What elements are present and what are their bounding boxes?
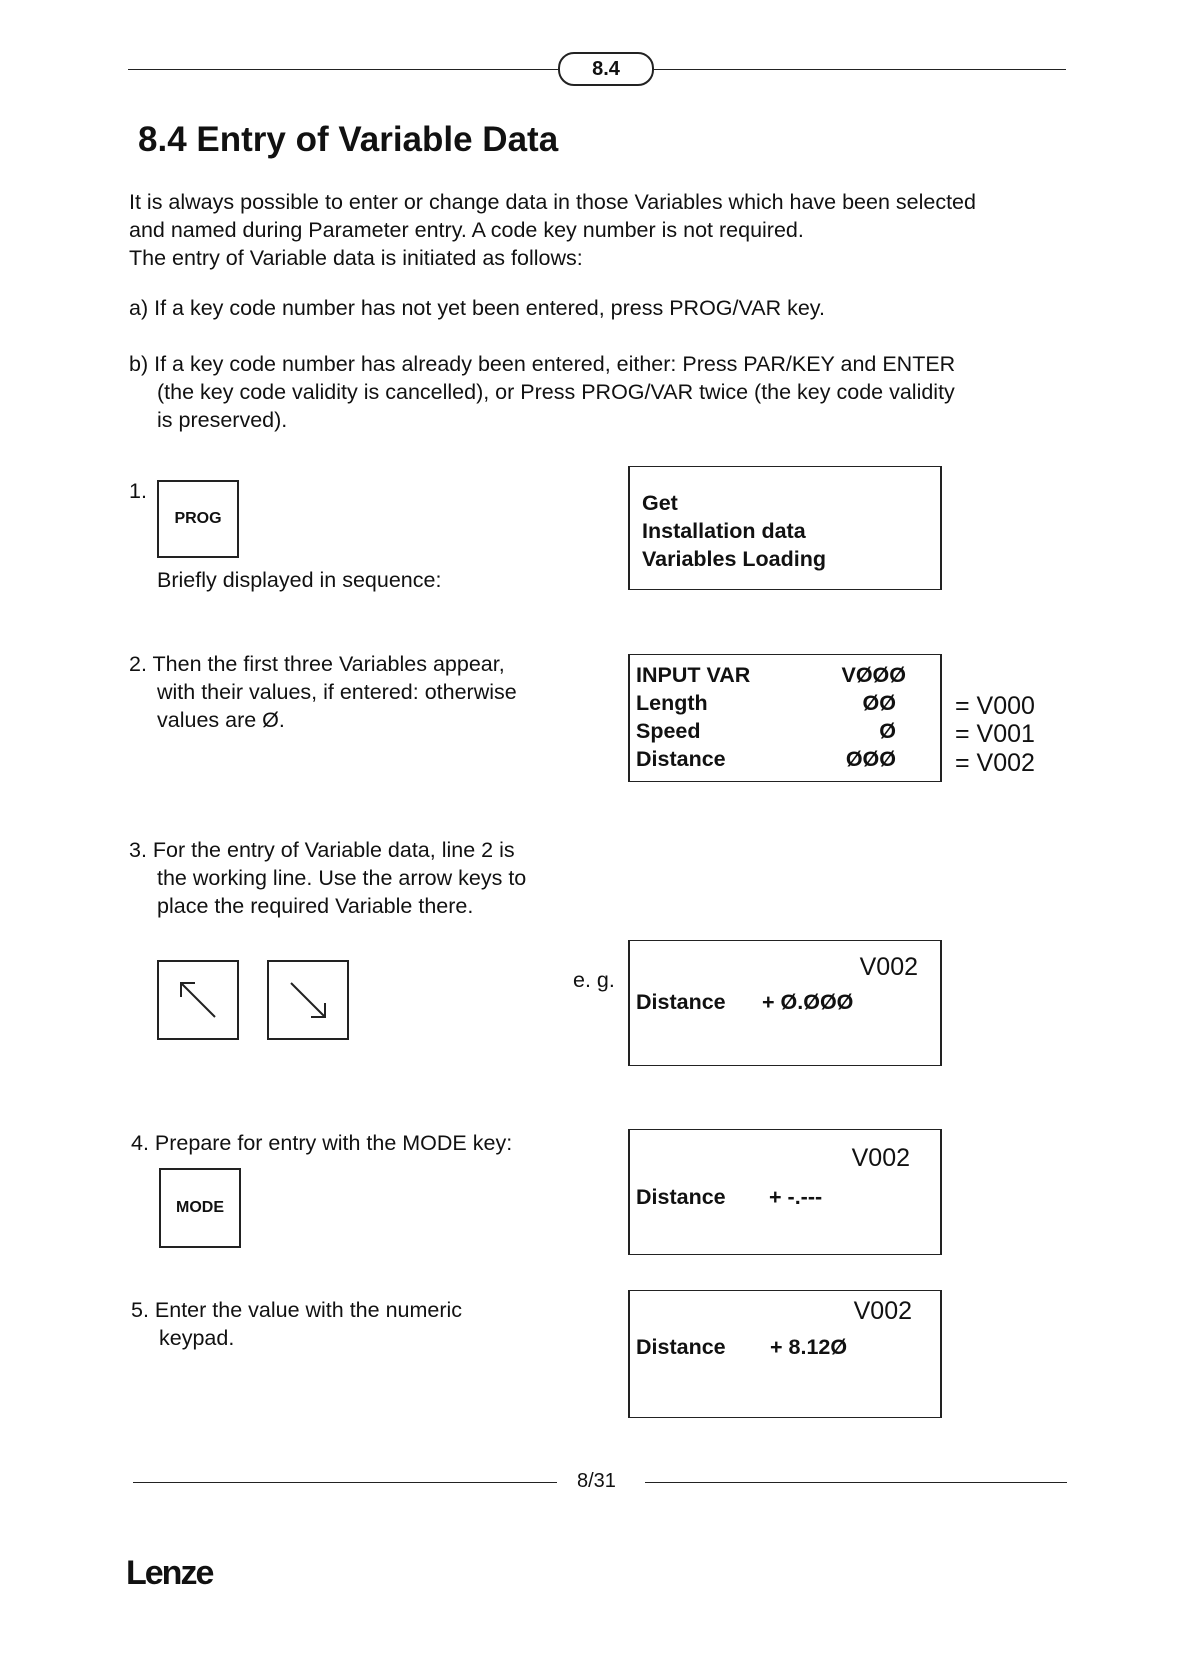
arrow-down-right-key[interactable] <box>267 960 349 1040</box>
option-b-line-1: b) If a key code number has already been entered, either: Press PAR/KEY and ENTER <box>129 352 956 376</box>
step-5-line-1: 5. Enter the value with the numeric <box>131 1298 463 1322</box>
step-2-text <box>129 650 599 734</box>
display-loading-line-1: Get <box>642 491 678 515</box>
step-2-line-3: values are Ø. <box>157 708 285 732</box>
step-5-value: + 8.12Ø <box>770 1335 848 1359</box>
display-step-5 <box>628 1290 942 1418</box>
step-2-line-2: with their values, if entered: otherwise <box>157 680 517 704</box>
display-step-3 <box>628 940 942 1066</box>
header-rule-left <box>128 69 560 70</box>
step-3-line-1: 3. For the entry of Variable data, line 2 is <box>129 838 515 862</box>
input-var-value: VØØØ <box>841 663 906 687</box>
length-label: Length <box>636 691 708 715</box>
speed-value: Ø <box>879 719 896 743</box>
section-badge: 8.4 <box>558 52 654 86</box>
step-1-caption: Briefly displayed in sequence: <box>157 568 442 592</box>
step-3-line-3: place the required Variable there. <box>157 894 474 918</box>
display-loading <box>628 466 942 590</box>
step-4-value: + -.--- <box>769 1185 823 1209</box>
option-b <box>129 350 1089 434</box>
intro-line-2: and named during Parameter entry. A code key number is not required. <box>129 218 804 242</box>
step-4-text: 4. Prepare for entry with the MODE key: <box>131 1131 513 1155</box>
page-number: 8/31 <box>577 1470 616 1492</box>
length-value: ØØ <box>862 691 896 715</box>
speed-label: Speed <box>636 719 701 743</box>
var-ref-v001: = V001 <box>955 720 1035 748</box>
option-b-line-2: (the key code validity is cancelled), or Press PROG/VAR twice (the key code validity <box>157 380 955 404</box>
display-loading-line-3: Variables Loading <box>642 547 826 571</box>
step-4-label: Distance <box>636 1185 726 1209</box>
step-5-label: Distance <box>636 1335 726 1359</box>
option-b-line-3: is preserved). <box>157 408 288 432</box>
var-ref-v002: = V002 <box>955 749 1035 777</box>
step-5-line-2: keypad. <box>159 1326 235 1350</box>
distance-label: Distance <box>636 747 726 771</box>
example-label: e. g. <box>573 968 615 992</box>
step-5-var: V002 <box>853 1297 912 1325</box>
arrow-up-left-icon <box>173 975 223 1025</box>
input-var-label: INPUT VAR <box>636 663 751 687</box>
page-title: 8.4 Entry of Variable Data <box>138 120 559 159</box>
display-step-4 <box>628 1129 942 1255</box>
step-4-var: V002 <box>851 1144 910 1172</box>
intro-paragraph <box>129 188 1089 272</box>
var-ref-v000: = V000 <box>955 692 1035 720</box>
arrow-down-right-icon <box>283 975 333 1025</box>
option-a: a) If a key code number has not yet been entered, press PROG/VAR key. <box>129 296 825 320</box>
prog-key[interactable]: PROG <box>157 480 239 558</box>
display-loading-line-2: Installation data <box>642 519 806 543</box>
step-5-text <box>131 1296 601 1352</box>
arrow-up-left-key[interactable] <box>157 960 239 1040</box>
distance-value: ØØØ <box>845 747 896 771</box>
lenze-logo: Lenze <box>126 1554 213 1592</box>
mode-key[interactable]: MODE <box>159 1168 241 1248</box>
step-3-line-2: the working line. Use the arrow keys to <box>157 866 527 890</box>
step-3-label: Distance <box>636 990 726 1014</box>
step-3-text <box>129 836 599 920</box>
step-2-line-1: 2. Then the first three Variables appear, <box>129 652 505 676</box>
step-3-value: + Ø.ØØØ <box>762 990 854 1014</box>
header-rule-right <box>648 69 1066 70</box>
step-1-number: 1. <box>129 479 147 503</box>
footer-rule-left <box>133 1482 557 1483</box>
step-3-var: V002 <box>859 953 918 981</box>
intro-line-1: It is always possible to enter or change data in those Variables which have been selected <box>129 190 976 214</box>
intro-line-3: The entry of Variable data is initiated as follows: <box>129 246 583 270</box>
display-input-var <box>628 654 942 782</box>
footer-rule-right <box>645 1482 1067 1483</box>
